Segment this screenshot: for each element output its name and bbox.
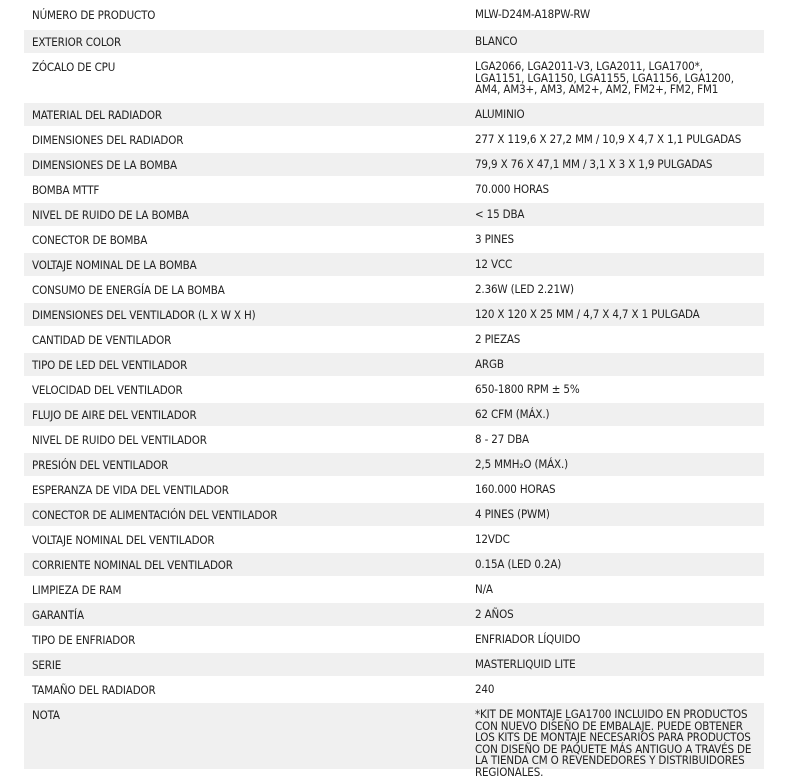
spec-label: NOTA (32, 708, 60, 722)
spec-label: CANTIDAD DE VENTILADOR (32, 333, 172, 347)
spec-row-fan-led-type (24, 351, 764, 376)
spec-row-fan-airflow (24, 401, 764, 426)
spec-label: VOLTAJE NOMINAL DEL VENTILADOR (32, 533, 215, 547)
spec-value: 277 X 119,6 X 27,2 MM / 10,9 X 4,7 X 1,1 PULGADAS (475, 132, 742, 146)
spec-label: TIPO DE LED DEL VENTILADOR (32, 358, 188, 372)
spec-row-fan-noise (24, 426, 764, 451)
spec-label: MATERIAL DEL RADIADOR (32, 108, 162, 122)
spec-row-radiator-size (24, 676, 764, 701)
spec-row-ram-clearance (24, 576, 764, 601)
spec-value: 2,5 MMH₂O (MÁX.) (475, 457, 568, 471)
spec-row-cooler-type (24, 626, 764, 651)
spec-row-fan-power-connector (24, 501, 764, 526)
spec-row-pump-noise (24, 201, 764, 226)
spec-label: CONSUMO DE ENERGÍA DE LA BOMBA (32, 283, 225, 297)
spec-value: ARGB (475, 357, 504, 371)
spec-row-pump-connector (24, 226, 764, 251)
spec-label: ZÓCALO DE CPU (32, 60, 116, 74)
spec-row-series (24, 651, 764, 676)
spec-value: *KIT DE MONTAJE LGA1700 INCLUIDO EN PRODUCTOS CON NUEVO DISEÑO DE EMBALAJE. PUEDE OBTENER LOS KITS DE MONTAJE NECESARIOS PARA PRODUCTOS CON DISEÑO DE PAQUETE MÁS ANTIGUO A TRAVÉS DE LA TIENDA CM O REVENDEDORES Y DISTRIBUIDORES REGIONALES. (475, 707, 752, 779)
spec-value: MASTERLIQUID LITE (475, 657, 576, 671)
spec-row-warranty (24, 601, 764, 626)
spec-label: BOMBA MTTF (32, 183, 100, 197)
spec-label: EXTERIOR COLOR (32, 35, 122, 49)
spec-label: DIMENSIONES DE LA BOMBA (32, 158, 177, 172)
spec-table (24, 3, 764, 779)
spec-row-pump-mttf (24, 176, 764, 201)
spec-row-fan-quantity (24, 326, 764, 351)
spec-label: FLUJO DE AIRE DEL VENTILADOR (32, 408, 197, 422)
spec-value: 0.15A (LED 0.2A) (475, 557, 562, 571)
spec-row-pump-power (24, 276, 764, 301)
spec-row-exterior-color (24, 28, 764, 53)
spec-value: LGA2066, LGA2011-V3, LGA2011, LGA1700*, LGA1151, LGA1150, LGA1155, LGA1156, LGA1200, AM4, AM3+, AM3, AM2+, AM2, FM2+, FM2, FM1 (475, 59, 734, 96)
spec-row-fan-current (24, 551, 764, 576)
spec-label: VOLTAJE NOMINAL DE LA BOMBA (32, 258, 197, 272)
spec-label: LIMPIEZA DE RAM (32, 583, 122, 597)
spec-value: ALUMINIO (475, 107, 525, 121)
spec-label: VELOCIDAD DEL VENTILADOR (32, 383, 183, 397)
spec-value: 8 - 27 DBA (475, 432, 529, 446)
spec-value: 650-1800 RPM ± 5% (475, 382, 580, 396)
spec-label: SERIE (32, 658, 62, 672)
spec-value: 160.000 HORAS (475, 482, 556, 496)
spec-label: CONECTOR DE ALIMENTACIÓN DEL VENTILADOR (32, 508, 278, 522)
spec-label: PRESIÓN DEL VENTILADOR (32, 458, 169, 472)
spec-value: 240 (475, 682, 495, 696)
spec-row-pump-voltage (24, 251, 764, 276)
spec-value: 70.000 HORAS (475, 182, 549, 196)
spec-row-cpu-socket (24, 53, 764, 101)
spec-row-radiator-dimensions (24, 126, 764, 151)
spec-label: ESPERANZA DE VIDA DEL VENTILADOR (32, 483, 229, 497)
spec-value: 4 PINES (PWM) (475, 507, 550, 521)
spec-label: CORRIENTE NOMINAL DEL VENTILADOR (32, 558, 233, 572)
spec-row-fan-speed (24, 376, 764, 401)
spec-label: CONECTOR DE BOMBA (32, 233, 148, 247)
spec-value: 2 AÑOS (475, 607, 514, 621)
spec-label: TIPO DE ENFRIADOR (32, 633, 136, 647)
spec-value: 3 PINES (475, 232, 514, 246)
spec-row-fan-life (24, 476, 764, 501)
spec-value: 79,9 X 76 X 47,1 MM / 3,1 X 3 X 1,9 PULGADAS (475, 157, 713, 171)
spec-value: MLW-D24M-A18PW-RW (475, 7, 591, 21)
spec-value: N/A (475, 582, 493, 596)
spec-value: 120 X 120 X 25 MM / 4,7 X 4,7 X 1 PULGADA (475, 307, 700, 321)
spec-label: GARANTÍA (32, 608, 84, 622)
spec-value: ENFRIADOR LÍQUIDO (475, 632, 581, 646)
spec-value: BLANCO (475, 34, 518, 48)
spec-row-fan-voltage (24, 526, 764, 551)
spec-label: NÚMERO DE PRODUCTO (32, 8, 156, 22)
spec-row-fan-dimensions (24, 301, 764, 326)
spec-label: NIVEL DE RUIDO DE LA BOMBA (32, 208, 189, 222)
spec-row-note (24, 701, 764, 779)
spec-label: DIMENSIONES DEL RADIADOR (32, 133, 184, 147)
spec-value: 12 VCC (475, 257, 513, 271)
spec-row-pump-dimensions (24, 151, 764, 176)
spec-label: DIMENSIONES DEL VENTILADOR (L X W X H) (32, 308, 256, 322)
spec-value: < 15 DBA (475, 207, 525, 221)
spec-label: TAMAÑO DEL RADIADOR (32, 683, 156, 697)
spec-value: 2.36W (LED 2.21W) (475, 282, 574, 296)
spec-row-product-number (24, 3, 764, 28)
spec-row-fan-pressure (24, 451, 764, 476)
spec-label: NIVEL DE RUIDO DEL VENTILADOR (32, 433, 207, 447)
spec-value: 62 CFM (MÁX.) (475, 407, 550, 421)
spec-value: 12VDC (475, 532, 510, 546)
spec-row-radiator-material (24, 101, 764, 126)
spec-value: 2 PIEZAS (475, 332, 521, 346)
